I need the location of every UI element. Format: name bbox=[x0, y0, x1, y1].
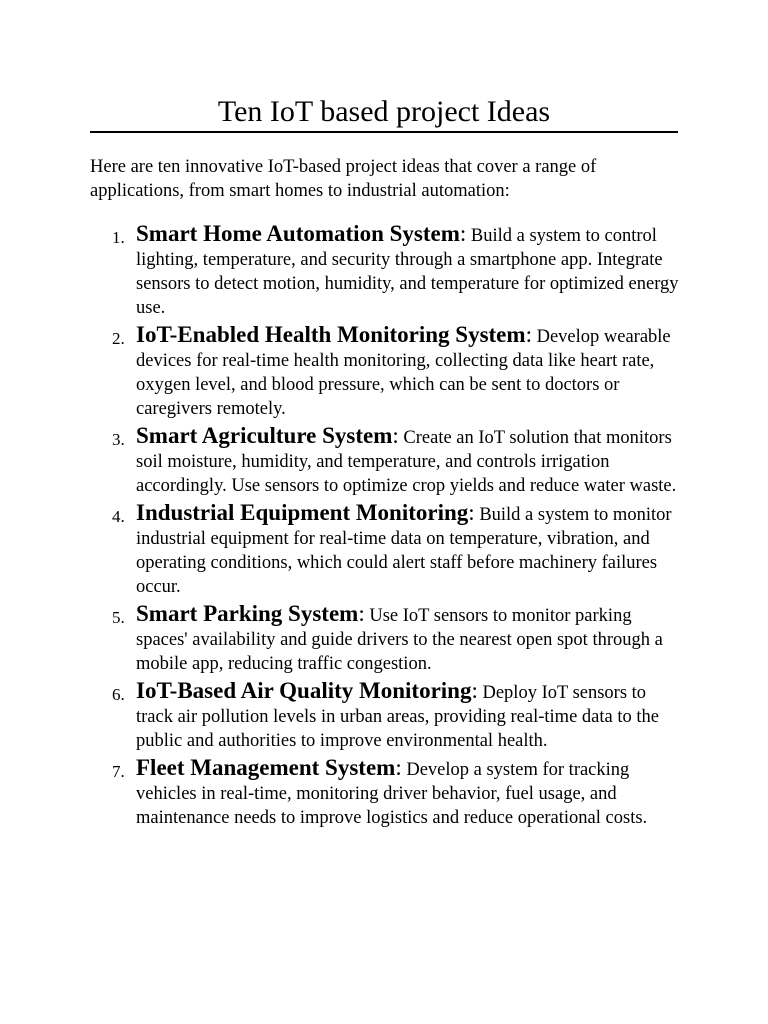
idea-title: IoT-Based Air Quality Monitoring bbox=[136, 678, 472, 703]
idea-title: Smart Agriculture System bbox=[136, 423, 393, 448]
idea-colon: : bbox=[459, 221, 467, 246]
idea-item bbox=[90, 424, 682, 498]
idea-item bbox=[90, 323, 682, 421]
idea-description: Develop wearable devices for real-time health monitoring, collecting data like heart rate, oxygen level, and blood pressure, which can be sent to doctors or caregivers remotely. bbox=[136, 327, 671, 419]
idea-number: 1. bbox=[112, 228, 125, 247]
idea-title: IoT-Enabled Health Monitoring System bbox=[136, 322, 526, 347]
idea-item bbox=[90, 501, 682, 599]
idea-colon: : bbox=[392, 423, 399, 448]
document-title: Ten IoT based project Ideas bbox=[217, 95, 551, 128]
idea-description: Use IoT sensors to monitor parking spaces' availability and guide drivers to the nearest open spot through a mobile app, reducing traffic congestion. bbox=[136, 606, 663, 674]
title-underline bbox=[90, 131, 678, 133]
idea-item bbox=[90, 222, 682, 320]
idea-title: Industrial Equipment Monitoring bbox=[136, 500, 469, 525]
idea-colon: : bbox=[468, 500, 475, 525]
idea-title: Smart Parking System bbox=[136, 601, 359, 626]
idea-title: Fleet Management System bbox=[136, 755, 396, 780]
idea-description: Develop a system for tracking vehicles in real-time, monitoring driver behavior, fuel usage, and maintenance needs to improve logistics and reduce operational costs. bbox=[136, 760, 648, 828]
idea-colon: : bbox=[471, 678, 478, 703]
idea-description: Build a system to monitor industrial equipment for real-time data on temperature, vibration, and operating conditions, which could alert staff before machinery failures occur. bbox=[136, 505, 672, 597]
idea-number: 4. bbox=[112, 507, 125, 526]
intro-paragraph: Here are ten innovative IoT-based project ideas that cover a range of applications, from smart homes to industrial automation: bbox=[90, 157, 597, 201]
idea-list bbox=[90, 222, 682, 833]
idea-description: Build a system to control lighting, temperature, and security through a smartphone app. Integrate sensors to detect motion, humidity, and temperature for optimized energy use. bbox=[136, 226, 679, 318]
idea-item bbox=[90, 602, 682, 676]
idea-title: Smart Home Automation System bbox=[136, 221, 460, 246]
idea-colon: : bbox=[525, 322, 532, 347]
idea-colon: : bbox=[395, 755, 402, 780]
idea-number: 5. bbox=[112, 608, 125, 627]
idea-description: Create an IoT solution that monitors soil moisture, humidity, and temperature, and controls irrigation accordingly. Use sensors to optimize crop yields and reduce water waste. bbox=[136, 428, 677, 496]
idea-number: 7. bbox=[112, 762, 125, 781]
idea-colon: : bbox=[358, 601, 365, 626]
idea-number: 2. bbox=[112, 329, 125, 348]
idea-number: 3. bbox=[112, 430, 125, 449]
idea-description: Deploy IoT sensors to track air pollution levels in urban areas, providing real-time data to the public and authorities to improve environmental health. bbox=[136, 683, 659, 751]
idea-item bbox=[90, 756, 682, 830]
idea-item bbox=[90, 679, 682, 753]
idea-number: 6. bbox=[112, 685, 125, 704]
